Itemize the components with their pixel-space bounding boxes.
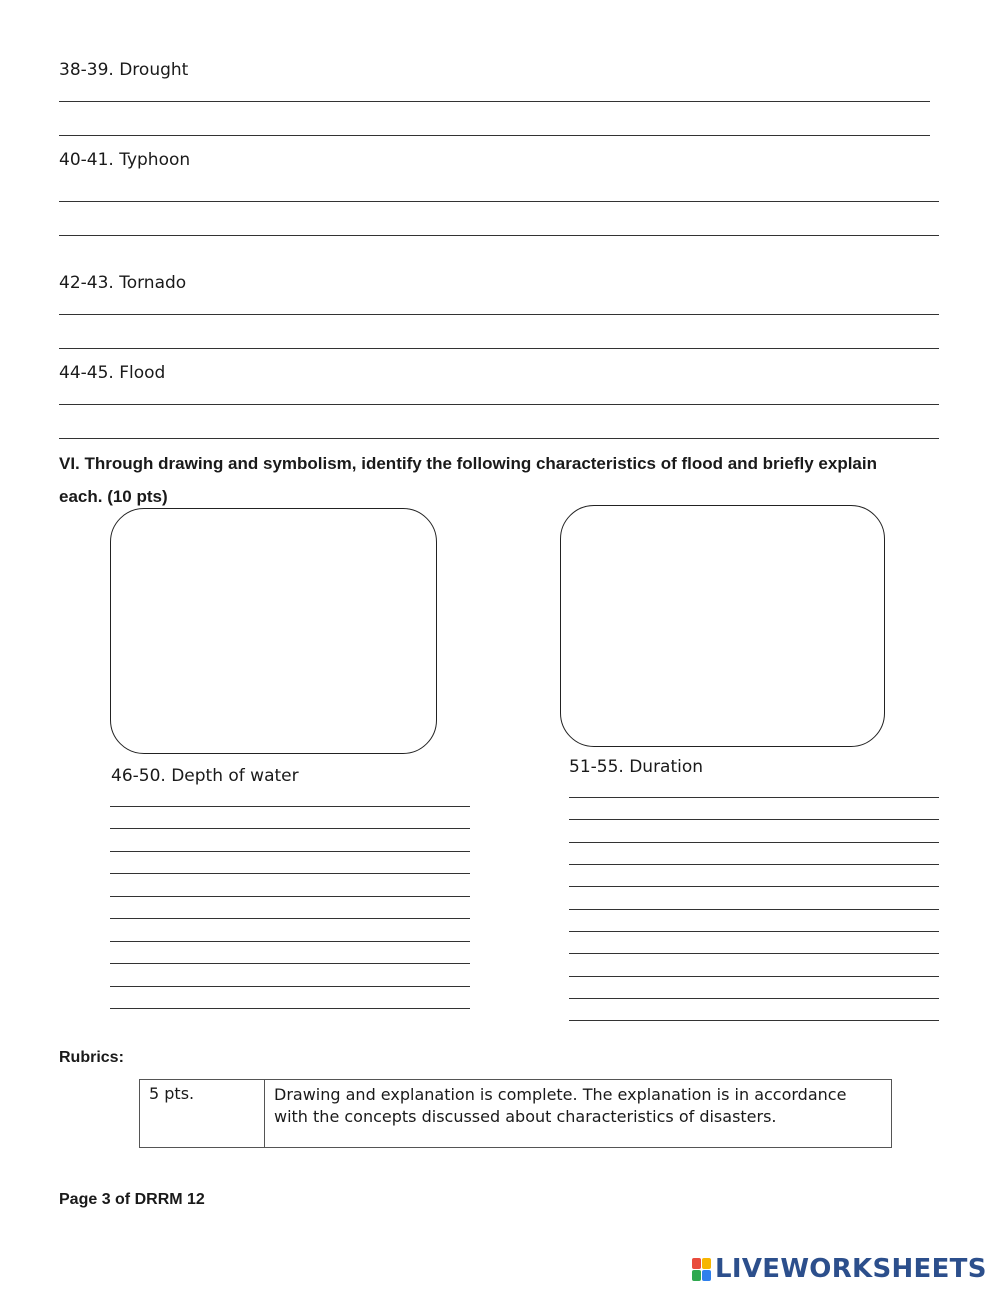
- caption-duration: 51-55. Duration: [569, 757, 704, 777]
- answer-line[interactable]: [59, 438, 939, 439]
- question-label-flood: 44-45. Flood: [59, 363, 166, 383]
- rubric-points-cell: [140, 1080, 265, 1147]
- section-heading: VI. Through drawing and symbolism, identify the following characteristics of flood and briefly explain: [59, 454, 877, 473]
- drawing-box-depth[interactable]: [110, 508, 437, 754]
- question-label-drought: 38-39. Drought: [59, 60, 189, 80]
- rubrics-title: Rubrics:: [59, 1049, 124, 1066]
- caption-depth-of-water: 46-50. Depth of water: [111, 766, 299, 786]
- answer-line[interactable]: [59, 101, 930, 102]
- rubric-points: 5 pts.: [149, 1084, 195, 1103]
- liveworksheets-logo: [692, 1254, 987, 1284]
- answer-line[interactable]: [59, 348, 939, 349]
- rubric-table: [139, 1079, 892, 1148]
- section-heading-continued: each. (10 pts): [59, 487, 168, 506]
- liveworksheets-logo-icon: [692, 1257, 712, 1281]
- answer-line[interactable]: [59, 314, 939, 315]
- page-label: Page 3 of DRRM 12: [59, 1191, 205, 1208]
- answer-line[interactable]: [59, 201, 939, 202]
- answer-line[interactable]: [59, 135, 930, 136]
- rubric-description: Drawing and explanation is complete. The explanation is in accordance with the concepts discussed about characteristics of disasters.: [274, 1085, 847, 1126]
- answer-line[interactable]: [59, 235, 939, 236]
- brand-name: LIVEWORKSHEETS: [715, 1254, 987, 1284]
- answer-line[interactable]: [59, 404, 939, 405]
- question-label-tornado: 42-43. Tornado: [59, 273, 187, 293]
- question-label-typhoon: 40-41. Typhoon: [59, 150, 191, 170]
- drawing-box-duration[interactable]: [560, 505, 885, 747]
